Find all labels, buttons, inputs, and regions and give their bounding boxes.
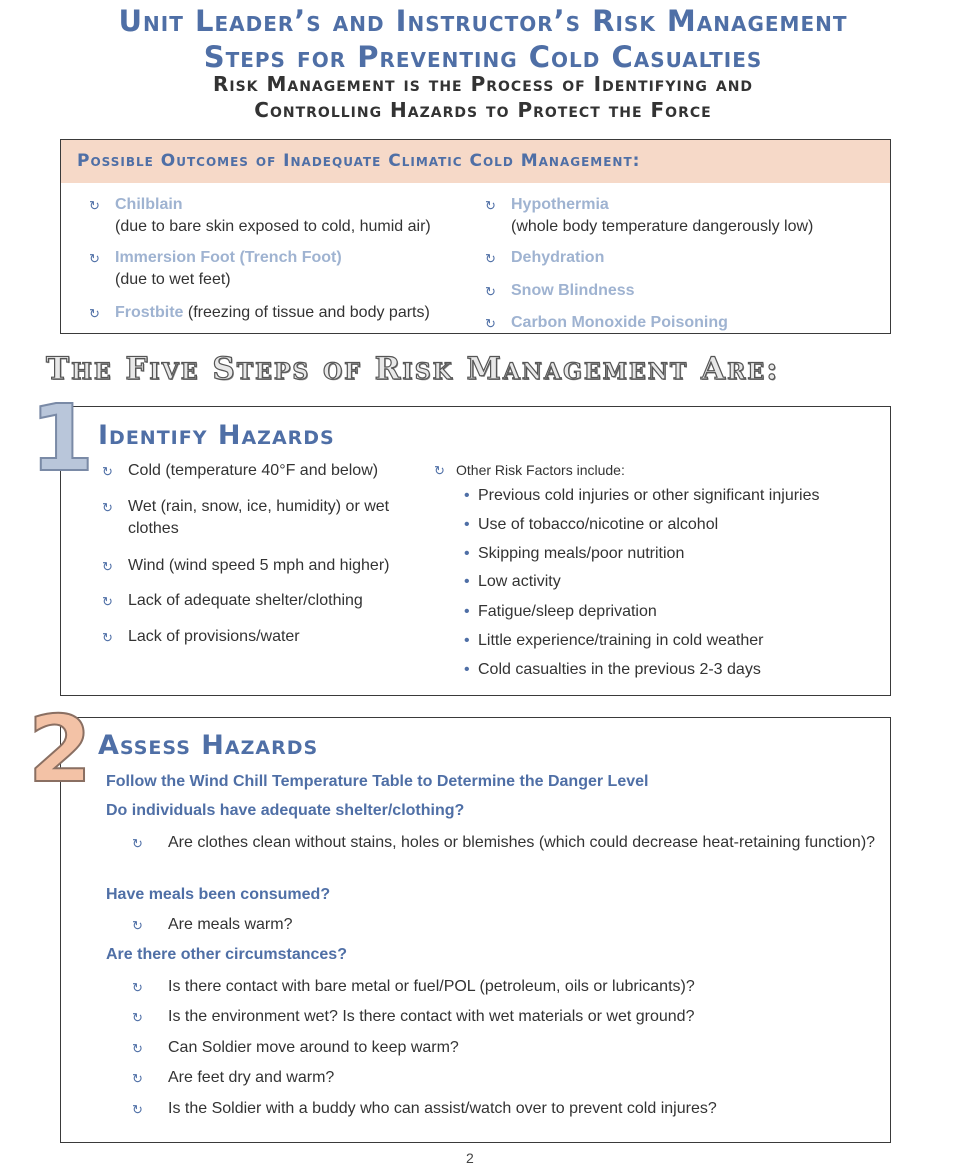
- outcome-label: Chilblain: [115, 196, 183, 213]
- step2-heading: Assess Hazards: [98, 730, 319, 761]
- risk-factor-item: • Previous cold injuries or other significant injuries: [478, 485, 820, 507]
- hazard-text: Lack of adequate shelter/clothing: [128, 592, 363, 609]
- cycle-bullet-icon: ↻: [434, 463, 445, 478]
- outcome-item: [89, 302, 509, 324]
- hazard-item: [102, 496, 432, 540]
- hazard-item: [102, 460, 432, 482]
- page-subtitle-line2: Controlling Hazards to Protect the Force: [254, 98, 712, 122]
- cycle-bullet-icon: ↻: [132, 1071, 143, 1086]
- outcome-label: Hypothermia: [511, 196, 609, 213]
- page-title-line1: Unit Leader’s and Instructor’s Risk Management: [118, 4, 848, 38]
- question-text: Are meals warm?: [168, 916, 293, 933]
- cycle-bullet-icon: ↻: [102, 500, 113, 515]
- risk-factor-item: • Low activity: [478, 571, 561, 593]
- step1-heading: Identify Hazards: [98, 420, 335, 451]
- question-item: [132, 914, 877, 936]
- question-item: [132, 976, 877, 998]
- outcome-label: Dehydration: [511, 249, 605, 266]
- question-item: [132, 832, 877, 854]
- outcome-text: (whole body temperature dangerously low): [511, 218, 814, 235]
- cycle-bullet-icon: ↻: [485, 316, 496, 331]
- cycle-bullet-icon: ↻: [102, 559, 113, 574]
- cycle-bullet-icon: ↻: [102, 630, 113, 645]
- cycle-bullet-icon: ↻: [132, 1010, 143, 1025]
- hazard-text: Wind (wind speed 5 mph and higher): [128, 557, 390, 574]
- cycle-bullet-icon: ↻: [485, 198, 496, 213]
- cycle-bullet-icon: ↻: [485, 284, 496, 299]
- question-item: [132, 1067, 877, 1089]
- outcome-label: Carbon Monoxide Poisoning: [511, 314, 728, 331]
- page-subtitle-line1: Risk Management is the Process of Identifying and: [212, 72, 754, 96]
- risk-factor-item: • Use of tobacco/nicotine or alcohol: [478, 514, 718, 536]
- cycle-bullet-icon: ↻: [132, 1041, 143, 1056]
- other-risk-label-text: Other Risk Factors include:: [456, 462, 625, 478]
- question-text: Are clothes clean without stains, holes or blemishes (which could decrease heat-retaining function)?: [168, 834, 876, 851]
- question-item: [132, 1098, 877, 1120]
- question-text: Can Soldier move around to keep warm?: [168, 1039, 459, 1056]
- question-item: [132, 1037, 877, 1059]
- question-text: Is there contact with bare metal or fuel/POL (petroleum, oils or lubricants)?: [168, 978, 695, 995]
- cycle-bullet-icon: ↻: [132, 918, 143, 933]
- risk-factor-item: • Cold casualties in the previous 2-3 days: [478, 659, 761, 681]
- cycle-bullet-icon: ↻: [102, 464, 113, 479]
- cycle-bullet-icon: ↻: [132, 1102, 143, 1117]
- outcomes-title: Possible Outcomes of Inadequate Climatic Cold Management:: [77, 151, 641, 171]
- hazard-text: Cold (temperature 40°F and below): [128, 462, 379, 479]
- cycle-bullet-icon: ↻: [89, 251, 100, 266]
- outcomes-header: [61, 140, 890, 183]
- cycle-bullet-icon: ↻: [132, 980, 143, 995]
- question-circumstances: Are there other circumstances?: [106, 946, 347, 963]
- step2-lead: Follow the Wind Chill Temperature Table to Determine the Danger Level: [106, 773, 649, 790]
- question-meals: Have meals been consumed?: [106, 886, 331, 903]
- outcome-item: [485, 280, 885, 302]
- outcome-item: [485, 247, 885, 269]
- step1-number: 1: [30, 385, 95, 492]
- cycle-bullet-icon: ↻: [89, 198, 100, 213]
- hazard-item: [102, 590, 432, 612]
- question-text: Is the environment wet? Is there contact with wet materials or wet ground?: [168, 1008, 695, 1025]
- question-shelter: Do individuals have adequate shelter/clothing?: [106, 802, 465, 819]
- outcome-item: [89, 247, 509, 291]
- question-text: Is the Soldier with a buddy who can assist/watch over to prevent cold injures?: [168, 1100, 717, 1117]
- outcome-item: [485, 194, 885, 238]
- outcome-item: [89, 194, 509, 238]
- outcome-item: [485, 312, 885, 334]
- cycle-bullet-icon: ↻: [89, 306, 100, 321]
- outcome-label: Frostbite: [115, 304, 184, 321]
- question-text: Are feet dry and warm?: [168, 1069, 335, 1086]
- cycle-bullet-icon: ↻: [102, 594, 113, 609]
- page-title-line2: Steps for Preventing Cold Casualties: [203, 40, 763, 74]
- hazard-item: [102, 555, 432, 577]
- step2-number: 2: [28, 696, 93, 803]
- page-number: 2: [466, 1150, 474, 1166]
- risk-factor-item: • Little experience/training in cold weather: [478, 630, 764, 652]
- other-risk-factors-label: [434, 459, 734, 481]
- outcome-text: (freezing of tissue and body parts): [187, 304, 430, 321]
- risk-factor-item: • Fatigue/sleep deprivation: [478, 601, 657, 623]
- cycle-bullet-icon: ↻: [132, 836, 143, 851]
- hazard-text: Wet (rain, snow, ice, humidity) or wet clothes: [128, 498, 390, 537]
- outcomes-box: [60, 139, 891, 334]
- outcome-text: (due to bare skin exposed to cold, humid air): [115, 218, 431, 235]
- five-steps-title: The Five Steps of Risk Management Are:: [46, 351, 780, 387]
- question-item: [132, 1006, 877, 1028]
- outcome-label: Snow Blindness: [511, 282, 635, 299]
- hazard-text: Lack of provisions/water: [128, 628, 300, 645]
- hazard-item: [102, 626, 432, 648]
- outcome-label: Immersion Foot (Trench Foot): [115, 249, 342, 266]
- risk-factor-item: • Skipping meals/poor nutrition: [478, 543, 684, 565]
- cycle-bullet-icon: ↻: [485, 251, 496, 266]
- outcome-text: (due to wet feet): [115, 271, 231, 288]
